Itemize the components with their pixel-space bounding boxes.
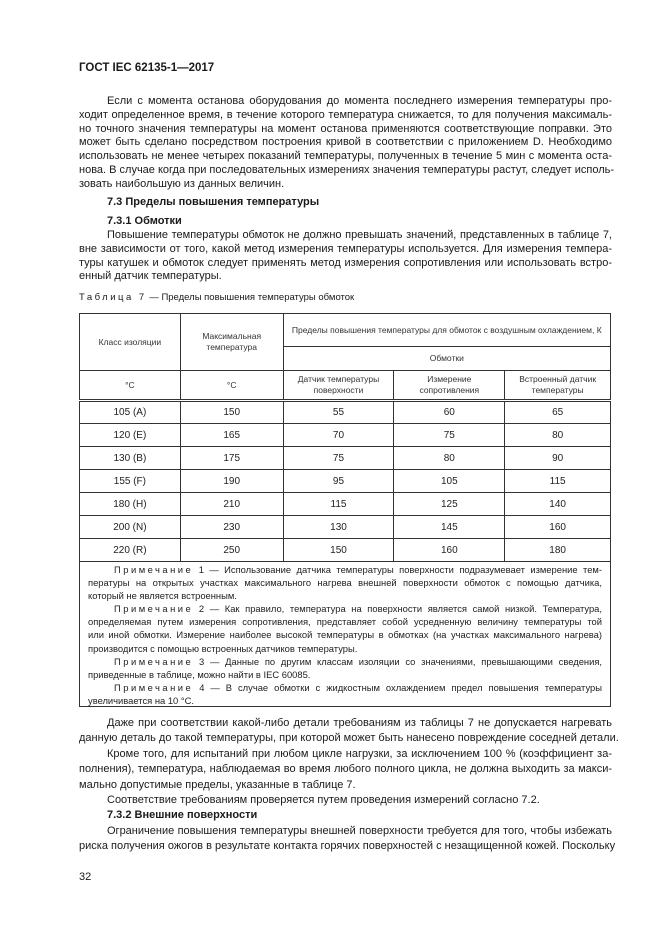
document-header: ГОСТ IEC 62135-1—2017	[79, 62, 215, 74]
text-line: Соответствие требованиям проверяется путем проведения измерений согласно 7.2.	[107, 794, 540, 807]
table-row	[80, 424, 611, 447]
paragraph	[79, 716, 619, 747]
table-row	[80, 516, 611, 539]
table-cell: 220 (R)	[80, 539, 181, 562]
table-notes	[79, 561, 611, 707]
paragraphs-after-table	[79, 716, 619, 855]
text-line: данную деталь до такой температуры, при которой может быть нанесено повреждение соседней детали.	[79, 732, 619, 745]
note-text: 2 — Как правило, температура на поверхности является самой низкой. Температура,	[193, 603, 602, 615]
table-row	[80, 493, 611, 516]
header-windings: Обмотки	[283, 347, 610, 371]
note-line	[88, 563, 602, 576]
table-cell: 180 (H)	[80, 493, 181, 516]
header-max-temperature: Максимальная температура	[180, 314, 283, 371]
text-line: Кроме того, для испытаний при любом цикле нагрузки, за исключением 100 % (коэффициент за-	[107, 747, 612, 760]
table-cell: 105 (A)	[80, 401, 181, 424]
paragraph-external-surfaces	[79, 824, 616, 855]
header-temperature-rise-limits: Пределы повышения температуры для обмоток с воздушным охлаждением, К	[283, 314, 610, 347]
table-row	[80, 447, 611, 470]
note-label: Примечание	[114, 681, 194, 693]
table-cell: 180	[505, 539, 611, 562]
table-cell: 65	[505, 401, 611, 424]
table-cell: 160	[394, 539, 505, 562]
unit-celsius: °C	[180, 371, 283, 401]
table-row	[80, 539, 611, 562]
note-label: Примечание	[114, 603, 194, 615]
note-line: который не является встроенным.	[88, 590, 237, 602]
table-row	[80, 470, 611, 493]
heading-7-3-1: 7.3.1 Обмотки	[107, 215, 182, 227]
table-cell: 55	[283, 401, 394, 424]
note-line: пературы на открытых участках максимального нагрева внешней поверхности обмоток с помощью датчика,	[88, 577, 602, 589]
note-line: увеличивается на 10 °C.	[88, 694, 194, 706]
note-line: или иной обмотки. Измерение наиболее высокой температуры в обмотках (на участках максимального нагрева)	[88, 629, 602, 641]
note-line	[88, 681, 602, 694]
table-cell: 80	[394, 447, 505, 470]
paragraph-windings	[79, 229, 612, 284]
text-line: зовать наибольшую из данных величин.	[79, 177, 285, 190]
paragraph	[79, 793, 612, 808]
text-line: использовать не менее четырех показаний температуры, полученных в течение 5 мин с момента оста-	[79, 150, 612, 163]
note-line	[88, 655, 602, 668]
note-line: производится с помощью встроенных датчиков температуры.	[88, 642, 358, 654]
table-cell: 155 (F)	[80, 470, 181, 493]
text-line: Повышение температуры обмоток не должно превышать значений, представленных в таблице 7,	[107, 229, 612, 241]
table-cell: 145	[394, 516, 505, 539]
table-cell: 200 (N)	[80, 516, 181, 539]
table-cell: 210	[180, 493, 283, 516]
table-cell: 90	[505, 447, 611, 470]
text-line: мально допустимые пределы, указанные в таблице 7.	[79, 778, 356, 791]
table-cell: 130	[283, 516, 394, 539]
heading-7-3-2: 7.3.2 Внешние поверхности	[107, 809, 258, 822]
table-cell: 115	[505, 470, 611, 493]
page-number: 32	[79, 871, 92, 883]
note-text: 3 — Данные по другим классам изоляции со значениями, превышающими сведения,	[193, 655, 602, 667]
table-caption-label: Таблица 7	[79, 292, 147, 303]
header-resistance-measurement: Измерение сопротивления	[394, 371, 505, 401]
note-label: Примечание	[114, 655, 194, 667]
temperature-limits-table	[79, 313, 611, 562]
table-cell: 70	[283, 424, 394, 447]
text-line: нова. В случае когда при последовательных измерениях значения температуры растут, следует исполь-	[79, 163, 615, 176]
table-row	[80, 401, 611, 424]
note-line: приведенные в таблице, можно найти в IEC 60085.	[88, 668, 311, 680]
text-line: ходит определенное время, в течение которого температура снижается, то для получения максималь-	[79, 108, 612, 121]
table-cell: 95	[283, 470, 394, 493]
table-cell: 125	[394, 493, 505, 516]
table-cell: 120 (E)	[80, 424, 181, 447]
note-line	[88, 602, 602, 615]
table-cell: 130 (B)	[80, 447, 181, 470]
text-line: енный датчик температуры.	[79, 270, 222, 283]
text-line: но точного значения температуры на момент останова применяются соответствующие поправки. Это	[79, 122, 612, 135]
paragraph-measurement-correction	[79, 95, 615, 192]
table-cell: 105	[394, 470, 505, 493]
header-embedded-sensor: Встроенный датчик температуры	[505, 371, 611, 401]
table-cell: 140	[505, 493, 611, 516]
note-line: определяемая путем измерения сопротивления, представляет собой усредненную величину температуры той	[88, 616, 602, 628]
table-cell: 190	[180, 470, 283, 493]
note	[88, 563, 602, 602]
note-text: 4 — В случае обмотки с жидкостным охлаждением предел повышения температуры	[193, 681, 602, 693]
paragraph	[79, 747, 612, 793]
text-line: Даже при соответствии какой-либо детали требованиям из таблицы 7 не допускается нагревать	[107, 717, 612, 729]
heading-7-3: 7.3 Пределы повышения температуры	[107, 196, 320, 208]
note	[88, 655, 602, 681]
text-line: может быть сделано посредством построения кривой в соответствии с приложением D. Необходимо	[79, 136, 612, 149]
note-text: 1 — Использование датчика температуры поверхности подразумевает измерение тем-	[193, 564, 602, 575]
text-line: Ограничение повышения температуры внешней поверхности требуется для того, чтобы избежать	[107, 824, 612, 837]
header-surface-sensor: Датчик температуры поверхности	[283, 371, 394, 401]
table-caption-text: — Пределы повышения температуры обмоток	[146, 292, 355, 303]
note-label: Примечание	[114, 564, 194, 575]
header-insulation-class: Класс изоляции	[80, 314, 181, 371]
text-line: полнения), температура, наблюдаемая во время любого полного цикла, не должна выходить за макси-	[79, 763, 612, 776]
table-cell: 115	[283, 493, 394, 516]
text-line: Если с момента останова оборудования до момента последнего измерения температуры про-	[107, 95, 612, 107]
table-cell: 60	[394, 401, 505, 424]
table-cell: 75	[394, 424, 505, 447]
table-cell: 160	[505, 516, 611, 539]
table-cell: 150	[283, 539, 394, 562]
table-cell: 150	[180, 401, 283, 424]
unit-celsius: °C	[80, 371, 181, 401]
note	[88, 681, 602, 707]
text-line: вне зависимости от того, какой метод измерения температуры используется. Для измерения темпера-	[79, 242, 612, 255]
table-cell: 165	[180, 424, 283, 447]
table-cell: 80	[505, 424, 611, 447]
table-caption	[79, 292, 612, 303]
note	[88, 602, 602, 654]
table-cell: 75	[283, 447, 394, 470]
table-cell: 230	[180, 516, 283, 539]
text-line: риска получения ожогов в результате контакта горячих поверхностей с незащищенной кожей. Поскольку	[79, 840, 616, 853]
table-cell: 250	[180, 539, 283, 562]
text-line: туры катушек и обмоток следует применять метод измерения сопротивления или использовать встро-	[79, 256, 612, 269]
table-cell: 175	[180, 447, 283, 470]
